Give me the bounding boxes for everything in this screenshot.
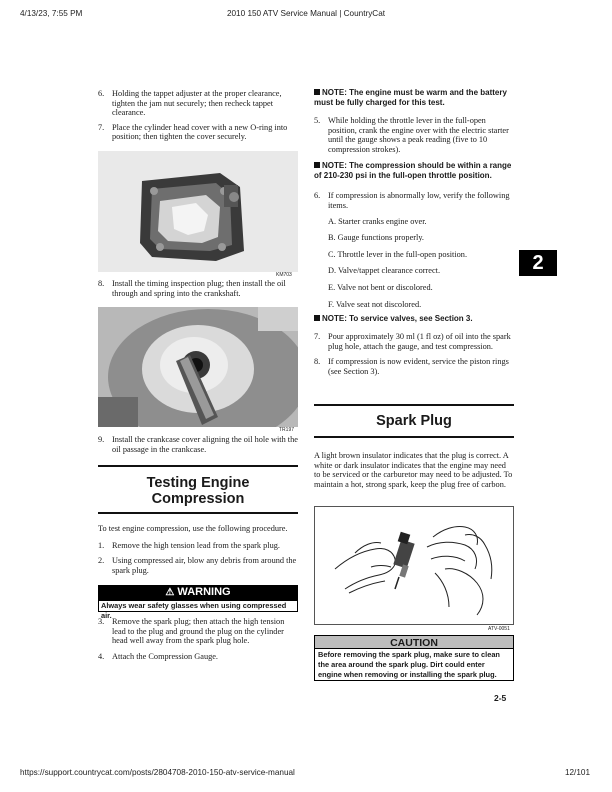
check-item-f: F. Valve seat not discolored.: [328, 299, 422, 309]
print-url[interactable]: https://support.countrycat.com/posts/2804708-2010-150-atv-service-manual: [20, 768, 295, 777]
step-7: 7. Place the cylinder head cover with a new O-ring into position; then tighten the cover securely.: [98, 122, 288, 142]
section-rule-top: [98, 465, 298, 467]
left-column-step8: [98, 279, 298, 298]
check-item-b: B. Gauge functions properly.: [328, 233, 425, 243]
crankcase-photo: [98, 307, 298, 427]
section-heading-compression: [98, 475, 298, 507]
spark-plug-paragraph-block: [314, 451, 514, 489]
left-column-compression: [98, 524, 298, 575]
compression-step-5: 5. While holding the throttle lever in the full-open position, crank the engine over with the electric starter until the gauge shows a peak reading (five to 10 compression strokes).: [314, 116, 509, 154]
section-tab: 2: [519, 250, 557, 276]
step-8: 8. Install the timing inspection plug; then install the oil through and spring into the crankshaft.: [98, 279, 286, 298]
right-column-top: [314, 88, 514, 377]
warning-title: WARNING: [177, 586, 231, 598]
spark-plug-title: Spark Plug: [376, 413, 452, 429]
spark-plug-hands-illustration: [315, 507, 513, 624]
spark-rule-top: [314, 404, 514, 406]
check-item-e: E. Valve not bent or discolored.: [328, 282, 433, 292]
photo2-code: TR197: [279, 427, 295, 433]
spark-plug-illustration-frame: [314, 506, 514, 625]
note-compression-range: NOTE: The compression should be within a range of 210-230 psi in the full-open throttle position.: [314, 161, 512, 181]
compression-intro: To test engine compression, use the following procedure.: [98, 524, 288, 533]
note-bullet-icon: [314, 89, 320, 95]
compression-step-7: 7. Pour approximately 30 ml (1 fl oz) of oil into the spark plug hole, attach the gauge, and test compression.: [314, 332, 511, 351]
note-service-valves: NOTE: To service valves, see Section 3.: [314, 314, 514, 324]
print-page-count: 12/101: [564, 768, 590, 777]
cylinder-head-illustration: [98, 151, 298, 272]
caution-header: CAUTION: [314, 635, 514, 649]
compression-step-4: 4. Attach the Compression Gauge.: [98, 651, 218, 661]
spark-plug-paragraph: A light brown insulator indicates that the plug is correct. A white or dark insulator indicates that the engine may need to be serviced or the carburetor may need to be adjusted. To maintain a hot, strong spark, keep the plug free of carbon.: [314, 451, 513, 489]
page-number: 2-5: [494, 693, 507, 703]
check-item-c: C. Throttle lever in the full-open position.: [328, 249, 468, 259]
note-bullet-icon: [314, 315, 320, 321]
note-bullet-icon: [314, 162, 320, 168]
cylinder-head-photo: [98, 151, 298, 272]
compression-step-6: 6. If compression is abnormally low, verify the following items.: [314, 191, 510, 210]
crankcase-illustration: [98, 307, 298, 427]
print-title: 2010 150 ATV Service Manual | CountryCat: [226, 9, 386, 18]
spark-rule-bottom: [314, 436, 514, 438]
photo1-code: KM703: [276, 272, 292, 278]
section-rule-bottom: [98, 512, 298, 514]
caution-body: Before removing the spark plug, make sure to clean the area around the spark plug. Dirt could enter engine when removing or installing the spark plug.: [314, 649, 514, 681]
left-column-steps-3-4: [98, 617, 298, 661]
check-item-a: A. Starter cranks engine over.: [328, 216, 427, 226]
warning-triangle-icon: ⚠: [165, 587, 175, 598]
illustration-code: ATV-0051: [488, 626, 510, 632]
compression-title-line1: Testing Engine: [146, 475, 250, 491]
step-9: 9. Install the crankcase cover aligning the oil hole with the oil passage in the crankcase.: [98, 435, 298, 454]
compression-title-line2: Compression: [151, 491, 245, 507]
compression-step-8: 8. If compression is now evident, service the piston rings (see Section 3).: [314, 357, 509, 376]
compression-step-1: 1. Remove the high tension lead from the spark plug.: [98, 540, 280, 550]
left-column-top: [98, 89, 298, 142]
warning-body: Always wear safety glasses when using compressed air.: [98, 600, 298, 612]
check-item-d: D. Valve/tappet clearance correct.: [328, 266, 441, 276]
warning-header: [98, 585, 298, 600]
step-6: 6. Holding the tappet adjuster at the proper clearance, tighten the jam nut securely; then recheck tappet clearance.: [98, 89, 282, 118]
left-column-step9: [98, 435, 298, 454]
compression-step-2: 2. Using compressed air, blow any debris from around the spark plug.: [98, 556, 297, 575]
compression-step-3: 3. Remove the spark plug; then attach the high tension lead to the plug and ground the plug on the cylinder head well away from the spark plug hole.: [98, 617, 285, 646]
note-warm-engine: NOTE: The engine must be warm and the battery must be fully charged for this test.: [314, 88, 507, 107]
print-datetime: 4/13/23, 7:55 PM: [20, 9, 83, 18]
